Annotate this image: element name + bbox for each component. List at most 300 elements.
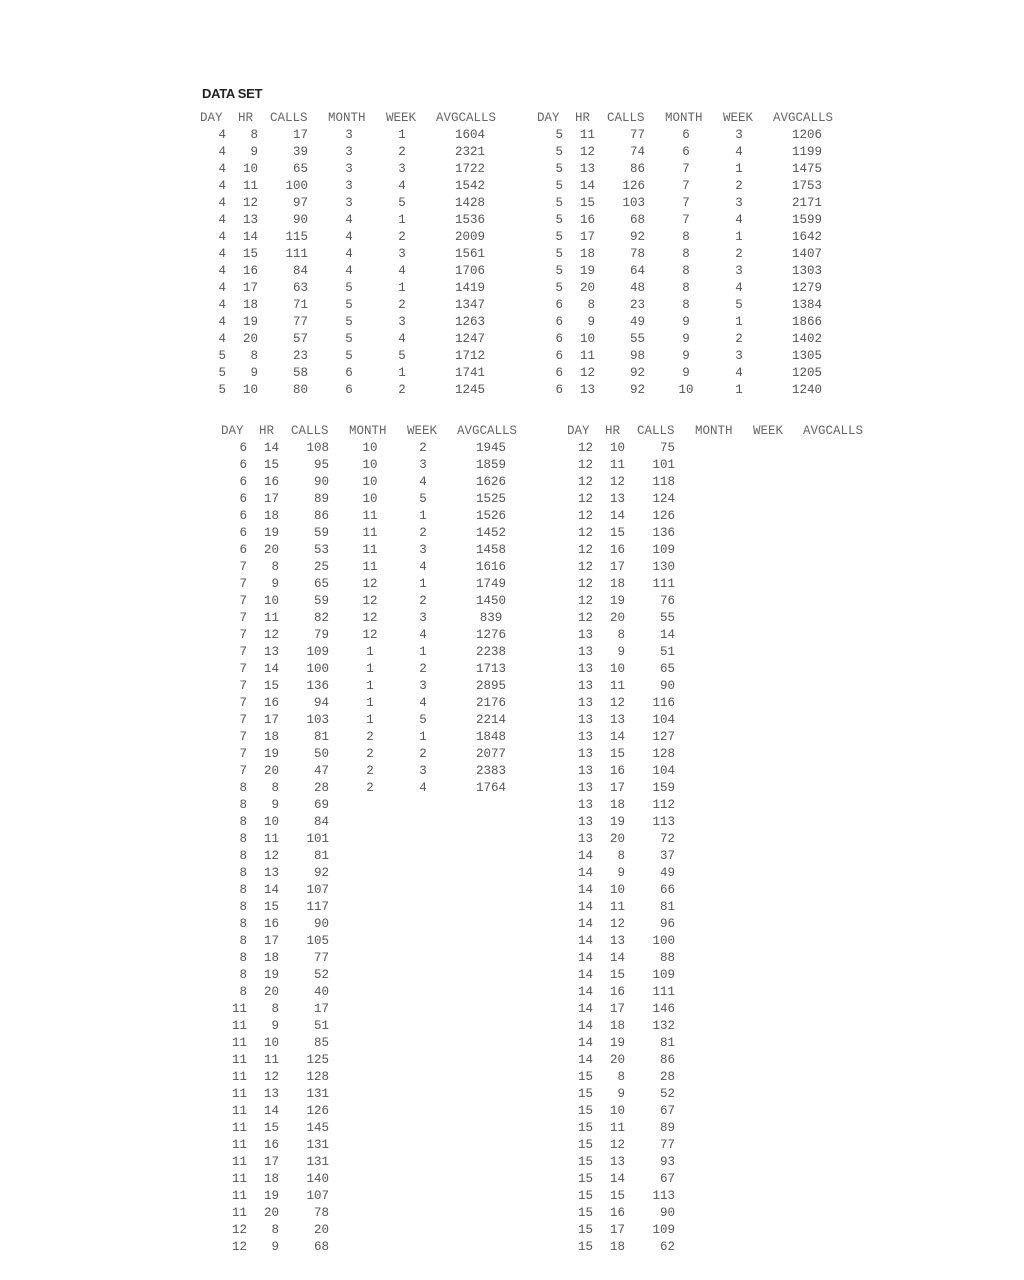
cell-day: 13 (577, 696, 593, 710)
cell-day: 8 (239, 883, 247, 897)
cell-calls: 49 (659, 866, 675, 880)
cell-week: 2 (419, 662, 427, 676)
cell-avgcalls: 1199 (791, 145, 822, 159)
cell-calls: 66 (659, 883, 675, 897)
cell-week: 1 (419, 730, 427, 744)
cell-calls: 140 (306, 1172, 329, 1186)
header-week: WEEK (407, 424, 438, 438)
cell-day: 6 (239, 509, 247, 523)
cell-week: 1 (735, 162, 743, 176)
cell-calls: 52 (659, 1087, 675, 1101)
cell-month: 1 (366, 645, 374, 659)
cell-hr: 12 (579, 145, 595, 159)
cell-hr: 18 (263, 951, 279, 965)
cell-hr: 18 (609, 798, 625, 812)
cell-week: 4 (419, 696, 427, 710)
cell-calls: 49 (629, 315, 645, 329)
cell-hr: 13 (242, 213, 258, 227)
cell-hr: 15 (263, 900, 279, 914)
cell-month: 12 (362, 628, 378, 642)
cell-day: 7 (239, 662, 247, 676)
cell-month: 3 (345, 179, 353, 193)
cell-week: 2 (735, 179, 743, 193)
cell-calls: 115 (285, 230, 308, 244)
cell-hr: 11 (242, 179, 258, 193)
cell-week: 3 (419, 611, 427, 625)
cell-avgcalls: 1542 (454, 179, 485, 193)
cell-month: 7 (682, 196, 690, 210)
cell-day: 13 (577, 747, 593, 761)
cell-calls: 107 (306, 1189, 329, 1203)
cell-month: 6 (682, 128, 690, 142)
cell-day: 15 (577, 1189, 593, 1203)
cell-day: 7 (239, 594, 247, 608)
cell-avgcalls: 1722 (454, 162, 485, 176)
cell-hr: 13 (579, 162, 595, 176)
cell-avgcalls: 1247 (454, 332, 485, 346)
cell-calls: 81 (313, 849, 329, 863)
cell-week: 1 (419, 509, 427, 523)
cell-avgcalls: 1458 (475, 543, 506, 557)
cell-hr: 19 (263, 968, 279, 982)
cell-day: 6 (555, 332, 563, 346)
header-hr: HR (605, 424, 621, 438)
cell-avgcalls: 2895 (475, 679, 506, 693)
cell-hr: 8 (250, 349, 258, 363)
cell-month: 6 (345, 366, 353, 380)
cell-day: 6 (239, 458, 247, 472)
cell-hr: 16 (263, 475, 279, 489)
cell-week: 4 (419, 560, 427, 574)
cell-hr: 8 (271, 781, 279, 795)
cell-calls: 128 (652, 747, 675, 761)
header-week: WEEK (723, 111, 754, 125)
cell-day: 5 (555, 196, 563, 210)
cell-hr: 10 (579, 332, 595, 346)
cell-calls: 50 (313, 747, 329, 761)
cell-day: 14 (577, 1036, 593, 1050)
cell-calls: 103 (622, 196, 645, 210)
cell-calls: 92 (313, 866, 329, 880)
cell-hr: 18 (242, 298, 258, 312)
cell-hr: 18 (579, 247, 595, 261)
header-month: MONTH (328, 111, 366, 125)
cell-hr: 14 (579, 179, 595, 193)
cell-day: 12 (577, 458, 593, 472)
cell-avgcalls: 1305 (791, 349, 822, 363)
cell-calls: 23 (629, 298, 645, 312)
cell-hr: 12 (609, 1138, 625, 1152)
cell-calls: 72 (659, 832, 675, 846)
cell-avgcalls: 1848 (475, 730, 506, 744)
cell-calls: 130 (652, 560, 675, 574)
cell-hr: 9 (587, 315, 595, 329)
cell-avgcalls: 1945 (475, 441, 506, 455)
cell-day: 14 (577, 968, 593, 982)
cell-hr: 9 (617, 645, 625, 659)
cell-day: 5 (555, 162, 563, 176)
cell-hr: 15 (263, 458, 279, 472)
cell-day: 11 (231, 1053, 247, 1067)
header-avgcalls: AVGCALLS (436, 111, 497, 125)
cell-day: 5 (218, 383, 226, 397)
cell-avgcalls: 1475 (791, 162, 822, 176)
cell-week: 4 (419, 628, 427, 642)
header-calls: CALLS (637, 424, 675, 438)
cell-hr: 20 (263, 1206, 279, 1220)
cell-hr: 13 (579, 383, 595, 397)
cell-avgcalls: 1712 (454, 349, 485, 363)
cell-avgcalls: 1859 (475, 458, 506, 472)
header-week: WEEK (753, 424, 784, 438)
cell-calls: 127 (652, 730, 675, 744)
header-day: DAY (200, 111, 223, 125)
cell-hr: 14 (263, 662, 279, 676)
cell-hr: 15 (609, 1189, 625, 1203)
cell-hr: 12 (609, 696, 625, 710)
cell-calls: 86 (313, 509, 329, 523)
cell-week: 1 (735, 315, 743, 329)
cell-calls: 84 (313, 815, 329, 829)
cell-month: 1 (366, 696, 374, 710)
cell-day: 14 (577, 1002, 593, 1016)
cell-day: 13 (577, 713, 593, 727)
cell-avgcalls: 1749 (475, 577, 506, 591)
cell-day: 13 (577, 645, 593, 659)
cell-day: 4 (218, 264, 226, 278)
cell-hr: 16 (242, 264, 258, 278)
cell-calls: 126 (306, 1104, 329, 1118)
cell-hr: 20 (242, 332, 258, 346)
cell-calls: 94 (313, 696, 329, 710)
cell-calls: 63 (292, 281, 308, 295)
cell-day: 12 (577, 526, 593, 540)
cell-calls: 90 (659, 679, 675, 693)
cell-hr: 16 (263, 917, 279, 931)
cell-avgcalls: 1347 (454, 298, 485, 312)
cell-calls: 101 (652, 458, 675, 472)
cell-calls: 78 (313, 1206, 329, 1220)
cell-day: 11 (231, 1155, 247, 1169)
cell-month: 10 (362, 458, 378, 472)
cell-month: 1 (366, 662, 374, 676)
cell-calls: 104 (652, 764, 675, 778)
cell-calls: 98 (629, 349, 645, 363)
cell-week: 4 (398, 179, 406, 193)
cell-day: 12 (577, 594, 593, 608)
cell-week: 4 (735, 281, 743, 295)
cell-calls: 126 (622, 179, 645, 193)
cell-hr: 19 (263, 747, 279, 761)
cell-calls: 116 (652, 696, 675, 710)
cell-hr: 13 (609, 1155, 625, 1169)
cell-hr: 19 (263, 526, 279, 540)
cell-day: 7 (239, 577, 247, 591)
cell-hr: 20 (263, 543, 279, 557)
cell-hr: 13 (263, 866, 279, 880)
cell-day: 15 (577, 1070, 593, 1084)
cell-hr: 9 (271, 1240, 279, 1254)
cell-calls: 14 (659, 628, 675, 642)
cell-day: 6 (239, 526, 247, 540)
cell-week: 3 (735, 128, 743, 142)
cell-avgcalls: 2214 (475, 713, 506, 727)
cell-calls: 68 (313, 1240, 329, 1254)
cell-month: 11 (362, 560, 378, 574)
cell-calls: 89 (313, 492, 329, 506)
cell-day: 12 (577, 492, 593, 506)
cell-day: 6 (555, 315, 563, 329)
cell-calls: 67 (659, 1104, 675, 1118)
cell-calls: 75 (659, 441, 675, 455)
cell-hr: 16 (609, 1206, 625, 1220)
cell-hr: 10 (242, 162, 258, 176)
cell-day: 5 (555, 179, 563, 193)
cell-avgcalls: 1450 (475, 594, 506, 608)
cell-month: 5 (345, 349, 353, 363)
cell-day: 8 (239, 934, 247, 948)
cell-day: 6 (555, 383, 563, 397)
cell-calls: 77 (313, 951, 329, 965)
cell-hr: 18 (263, 1172, 279, 1186)
cell-hr: 8 (617, 849, 625, 863)
cell-day: 11 (231, 1172, 247, 1186)
cell-calls: 113 (652, 815, 675, 829)
cell-day: 11 (231, 1206, 247, 1220)
header-calls: CALLS (270, 111, 308, 125)
cell-week: 4 (735, 213, 743, 227)
cell-avgcalls: 1245 (454, 383, 485, 397)
cell-week: 4 (735, 366, 743, 380)
cell-week: 2 (419, 441, 427, 455)
cell-avgcalls: 2077 (475, 747, 506, 761)
cell-day: 7 (239, 747, 247, 761)
cell-calls: 37 (659, 849, 675, 863)
cell-calls: 82 (313, 611, 329, 625)
cell-day: 12 (231, 1240, 247, 1254)
cell-hr: 18 (609, 577, 625, 591)
cell-hr: 10 (263, 594, 279, 608)
cell-month: 1 (366, 713, 374, 727)
cell-day: 5 (218, 366, 226, 380)
cell-week: 4 (398, 332, 406, 346)
cell-hr: 16 (579, 213, 595, 227)
header-avgcalls: AVGCALLS (803, 424, 864, 438)
cell-month: 10 (362, 441, 378, 455)
cell-avgcalls: 1419 (454, 281, 485, 295)
cell-hr: 17 (609, 1002, 625, 1016)
cell-calls: 47 (313, 764, 329, 778)
cell-month: 2 (366, 747, 374, 761)
cell-hr: 16 (609, 985, 625, 999)
cell-avgcalls: 1526 (475, 509, 506, 523)
cell-day: 4 (218, 179, 226, 193)
cell-week: 5 (419, 492, 427, 506)
cell-calls: 111 (652, 985, 675, 999)
cell-calls: 28 (659, 1070, 675, 1084)
cell-avgcalls: 1561 (454, 247, 485, 261)
cell-hr: 12 (263, 628, 279, 642)
cell-hr: 17 (263, 492, 279, 506)
cell-calls: 92 (629, 383, 645, 397)
cell-hr: 14 (609, 509, 625, 523)
cell-hr: 8 (271, 1002, 279, 1016)
cell-day: 14 (577, 917, 593, 931)
cell-hr: 12 (609, 917, 625, 931)
cell-month: 2 (366, 730, 374, 744)
cell-calls: 131 (306, 1138, 329, 1152)
cell-day: 5 (555, 230, 563, 244)
cell-month: 7 (682, 162, 690, 176)
header-avgcalls: AVGCALLS (457, 424, 518, 438)
cell-week: 1 (398, 281, 406, 295)
cell-month: 5 (345, 298, 353, 312)
cell-calls: 86 (659, 1053, 675, 1067)
cell-hr: 16 (263, 1138, 279, 1152)
cell-day: 8 (239, 951, 247, 965)
cell-hr: 18 (609, 1240, 625, 1254)
cell-week: 1 (398, 128, 406, 142)
cell-hr: 17 (579, 230, 595, 244)
cell-hr: 17 (263, 934, 279, 948)
cell-day: 6 (555, 298, 563, 312)
cell-hr: 16 (609, 543, 625, 557)
cell-month: 12 (362, 611, 378, 625)
cell-day: 4 (218, 128, 226, 142)
header-day: DAY (567, 424, 590, 438)
cell-calls: 80 (292, 383, 308, 397)
cell-day: 13 (577, 662, 593, 676)
cell-week: 1 (735, 230, 743, 244)
cell-day: 12 (577, 475, 593, 489)
header-day: DAY (221, 424, 244, 438)
cell-month: 3 (345, 128, 353, 142)
cell-day: 11 (231, 1070, 247, 1084)
cell-hr: 9 (250, 366, 258, 380)
cell-month: 1 (366, 679, 374, 693)
cell-calls: 17 (292, 128, 308, 142)
header-month: MONTH (665, 111, 703, 125)
cell-hr: 11 (263, 1053, 279, 1067)
cell-avgcalls: 1764 (475, 781, 506, 795)
cell-week: 2 (419, 594, 427, 608)
cell-week: 4 (398, 264, 406, 278)
cell-avgcalls: 2176 (475, 696, 506, 710)
cell-week: 1 (398, 366, 406, 380)
cell-month: 11 (362, 543, 378, 557)
header-day: DAY (537, 111, 560, 125)
cell-calls: 89 (659, 1121, 675, 1135)
cell-hr: 17 (609, 781, 625, 795)
cell-month: 9 (682, 315, 690, 329)
cell-hr: 8 (617, 628, 625, 642)
cell-day: 5 (555, 281, 563, 295)
cell-calls: 85 (313, 1036, 329, 1050)
cell-calls: 124 (652, 492, 675, 506)
cell-calls: 109 (652, 968, 675, 982)
cell-calls: 117 (306, 900, 329, 914)
cell-day: 11 (231, 1189, 247, 1203)
cell-month: 8 (682, 264, 690, 278)
cell-hr: 17 (609, 1223, 625, 1237)
cell-calls: 64 (629, 264, 645, 278)
cell-avgcalls: 1626 (475, 475, 506, 489)
cell-calls: 93 (659, 1155, 675, 1169)
cell-hr: 10 (263, 1036, 279, 1050)
cell-day: 7 (239, 679, 247, 693)
cell-day: 6 (239, 475, 247, 489)
cell-calls: 136 (306, 679, 329, 693)
cell-day: 15 (577, 1138, 593, 1152)
header-calls: CALLS (291, 424, 329, 438)
cell-week: 3 (398, 247, 406, 261)
cell-calls: 65 (659, 662, 675, 676)
cell-day: 11 (231, 1036, 247, 1050)
cell-day: 5 (555, 247, 563, 261)
cell-hr: 13 (609, 934, 625, 948)
cell-day: 5 (555, 213, 563, 227)
cell-day: 15 (577, 1104, 593, 1118)
cell-month: 6 (682, 145, 690, 159)
cell-week: 4 (419, 475, 427, 489)
cell-day: 4 (218, 315, 226, 329)
cell-month: 5 (345, 315, 353, 329)
cell-day: 7 (239, 713, 247, 727)
cell-calls: 90 (659, 1206, 675, 1220)
cell-calls: 92 (629, 230, 645, 244)
cell-hr: 19 (609, 594, 625, 608)
cell-calls: 20 (313, 1223, 329, 1237)
cell-hr: 15 (263, 679, 279, 693)
cell-hr: 20 (609, 1053, 625, 1067)
cell-calls: 97 (292, 196, 308, 210)
cell-day: 6 (239, 441, 247, 455)
cell-calls: 159 (652, 781, 675, 795)
cell-hr: 12 (242, 196, 258, 210)
cell-hr: 17 (242, 281, 258, 295)
cell-month: 10 (362, 492, 378, 506)
cell-hr: 11 (263, 611, 279, 625)
cell-calls: 103 (306, 713, 329, 727)
cell-hr: 11 (579, 349, 595, 363)
cell-avgcalls: 1741 (454, 366, 485, 380)
cell-month: 5 (345, 332, 353, 346)
cell-month: 3 (345, 162, 353, 176)
cell-calls: 51 (313, 1019, 329, 1033)
cell-day: 15 (577, 1121, 593, 1135)
header-week: WEEK (386, 111, 417, 125)
cell-month: 2 (366, 781, 374, 795)
cell-hr: 20 (263, 764, 279, 778)
cell-avgcalls: 1428 (454, 196, 485, 210)
cell-day: 11 (231, 1019, 247, 1033)
cell-week: 1 (419, 645, 427, 659)
cell-calls: 131 (306, 1155, 329, 1169)
cell-hr: 19 (263, 1189, 279, 1203)
cell-hr: 13 (609, 492, 625, 506)
cell-month: 10 (362, 475, 378, 489)
cell-calls: 48 (629, 281, 645, 295)
cell-day: 13 (577, 832, 593, 846)
cell-day: 4 (218, 298, 226, 312)
cell-calls: 69 (313, 798, 329, 812)
cell-hr: 15 (242, 247, 258, 261)
cell-hr: 10 (609, 662, 625, 676)
cell-avgcalls: 1205 (791, 366, 822, 380)
cell-day: 11 (231, 1104, 247, 1118)
cell-day: 6 (239, 492, 247, 506)
cell-day: 7 (239, 560, 247, 574)
